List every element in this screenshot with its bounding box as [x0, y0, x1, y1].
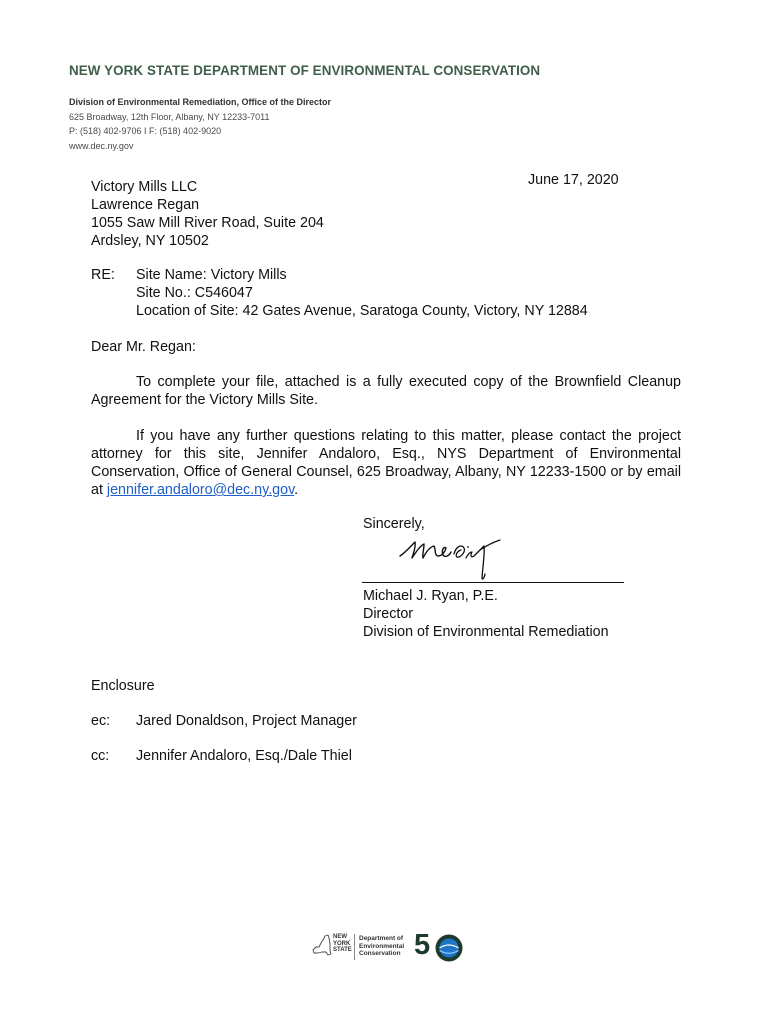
signer-division: Division of Environmental Remediation [363, 624, 609, 640]
ny-state-outline-icon [311, 934, 333, 958]
re-site-number: Site No.: C546047 [136, 285, 253, 301]
paragraph-2 [91, 427, 681, 499]
recipient-city: Ardsley, NY 10502 [91, 233, 209, 249]
re-site-location: Location of Site: 42 Gates Avenue, Saratoga County, Victory, NY 12884 [136, 303, 588, 319]
paragraph-2-end: . [294, 482, 299, 498]
paragraph-1: To complete your file, attached is a fully executed copy of the Brownfield Cleanup Agreement for the Victory Mills Site. [91, 374, 681, 408]
re-site-name: Site Name: Victory Mills [136, 267, 287, 283]
paragraph-2-text: If you have any further questions relating to this matter, please contact the project attorney for this site, Jennifer Andaloro, Esq., NYS Department of Environmental Conservation, Office of General Counsel, 625 Broadway, Albany, NY 12233-1500 or by email at [91, 428, 681, 498]
salutation: Dear Mr. Regan: [91, 339, 196, 355]
closing: Sincerely, [363, 516, 425, 532]
cc-label: cc: [91, 748, 110, 764]
dec-wordmark: Department of Environmental Conservation [359, 935, 405, 957]
footer-divider [354, 934, 355, 960]
division-line: Division of Environmental Remediation, Office of the Director [69, 97, 332, 107]
email-link[interactable]: jennifer.andaloro@dec.ny.gov [106, 482, 295, 498]
handwritten-signature [394, 534, 514, 582]
address-line: 625 Broadway, 12th Floor, Albany, NY 12233-7011 [69, 111, 270, 122]
signer-title: Director [363, 606, 414, 622]
ec-recipient: Jared Donaldson, Project Manager [136, 713, 357, 729]
recipient-block [91, 178, 324, 250]
letter-date: June 17, 2020 [528, 172, 619, 188]
re-label: RE: [91, 267, 115, 283]
ec-label: ec: [91, 713, 111, 729]
signature-block [363, 587, 609, 641]
recipient-company: Victory Mills LLC [91, 179, 198, 195]
ny-state-wordmark: NEW YORK STATE [333, 934, 352, 953]
recipient-name: Lawrence Regan [91, 197, 200, 213]
phone-line: P: (518) 402-9706 I F: (518) 402-9020 [69, 126, 222, 136]
recipient-street: 1055 Saw Mill River Road, Suite 204 [91, 215, 324, 231]
anniversary-number: 5 [414, 929, 431, 961]
agency-name: NEW YORK STATE DEPARTMENT OF ENVIRONMENTAL CONSERVATION [69, 63, 541, 78]
re-block [136, 266, 588, 320]
website-line[interactable]: www.dec.ny.gov [69, 140, 134, 151]
letterhead-block [69, 95, 331, 153]
signer-name: Michael J. Ryan, P.E. [363, 588, 498, 604]
cc-recipient: Jennifer Andaloro, Esq./Dale Thiel [136, 748, 352, 764]
enclosure-note: Enclosure [91, 678, 155, 694]
anniversary-zero-globe-icon [434, 933, 464, 963]
signature-line [362, 582, 624, 583]
